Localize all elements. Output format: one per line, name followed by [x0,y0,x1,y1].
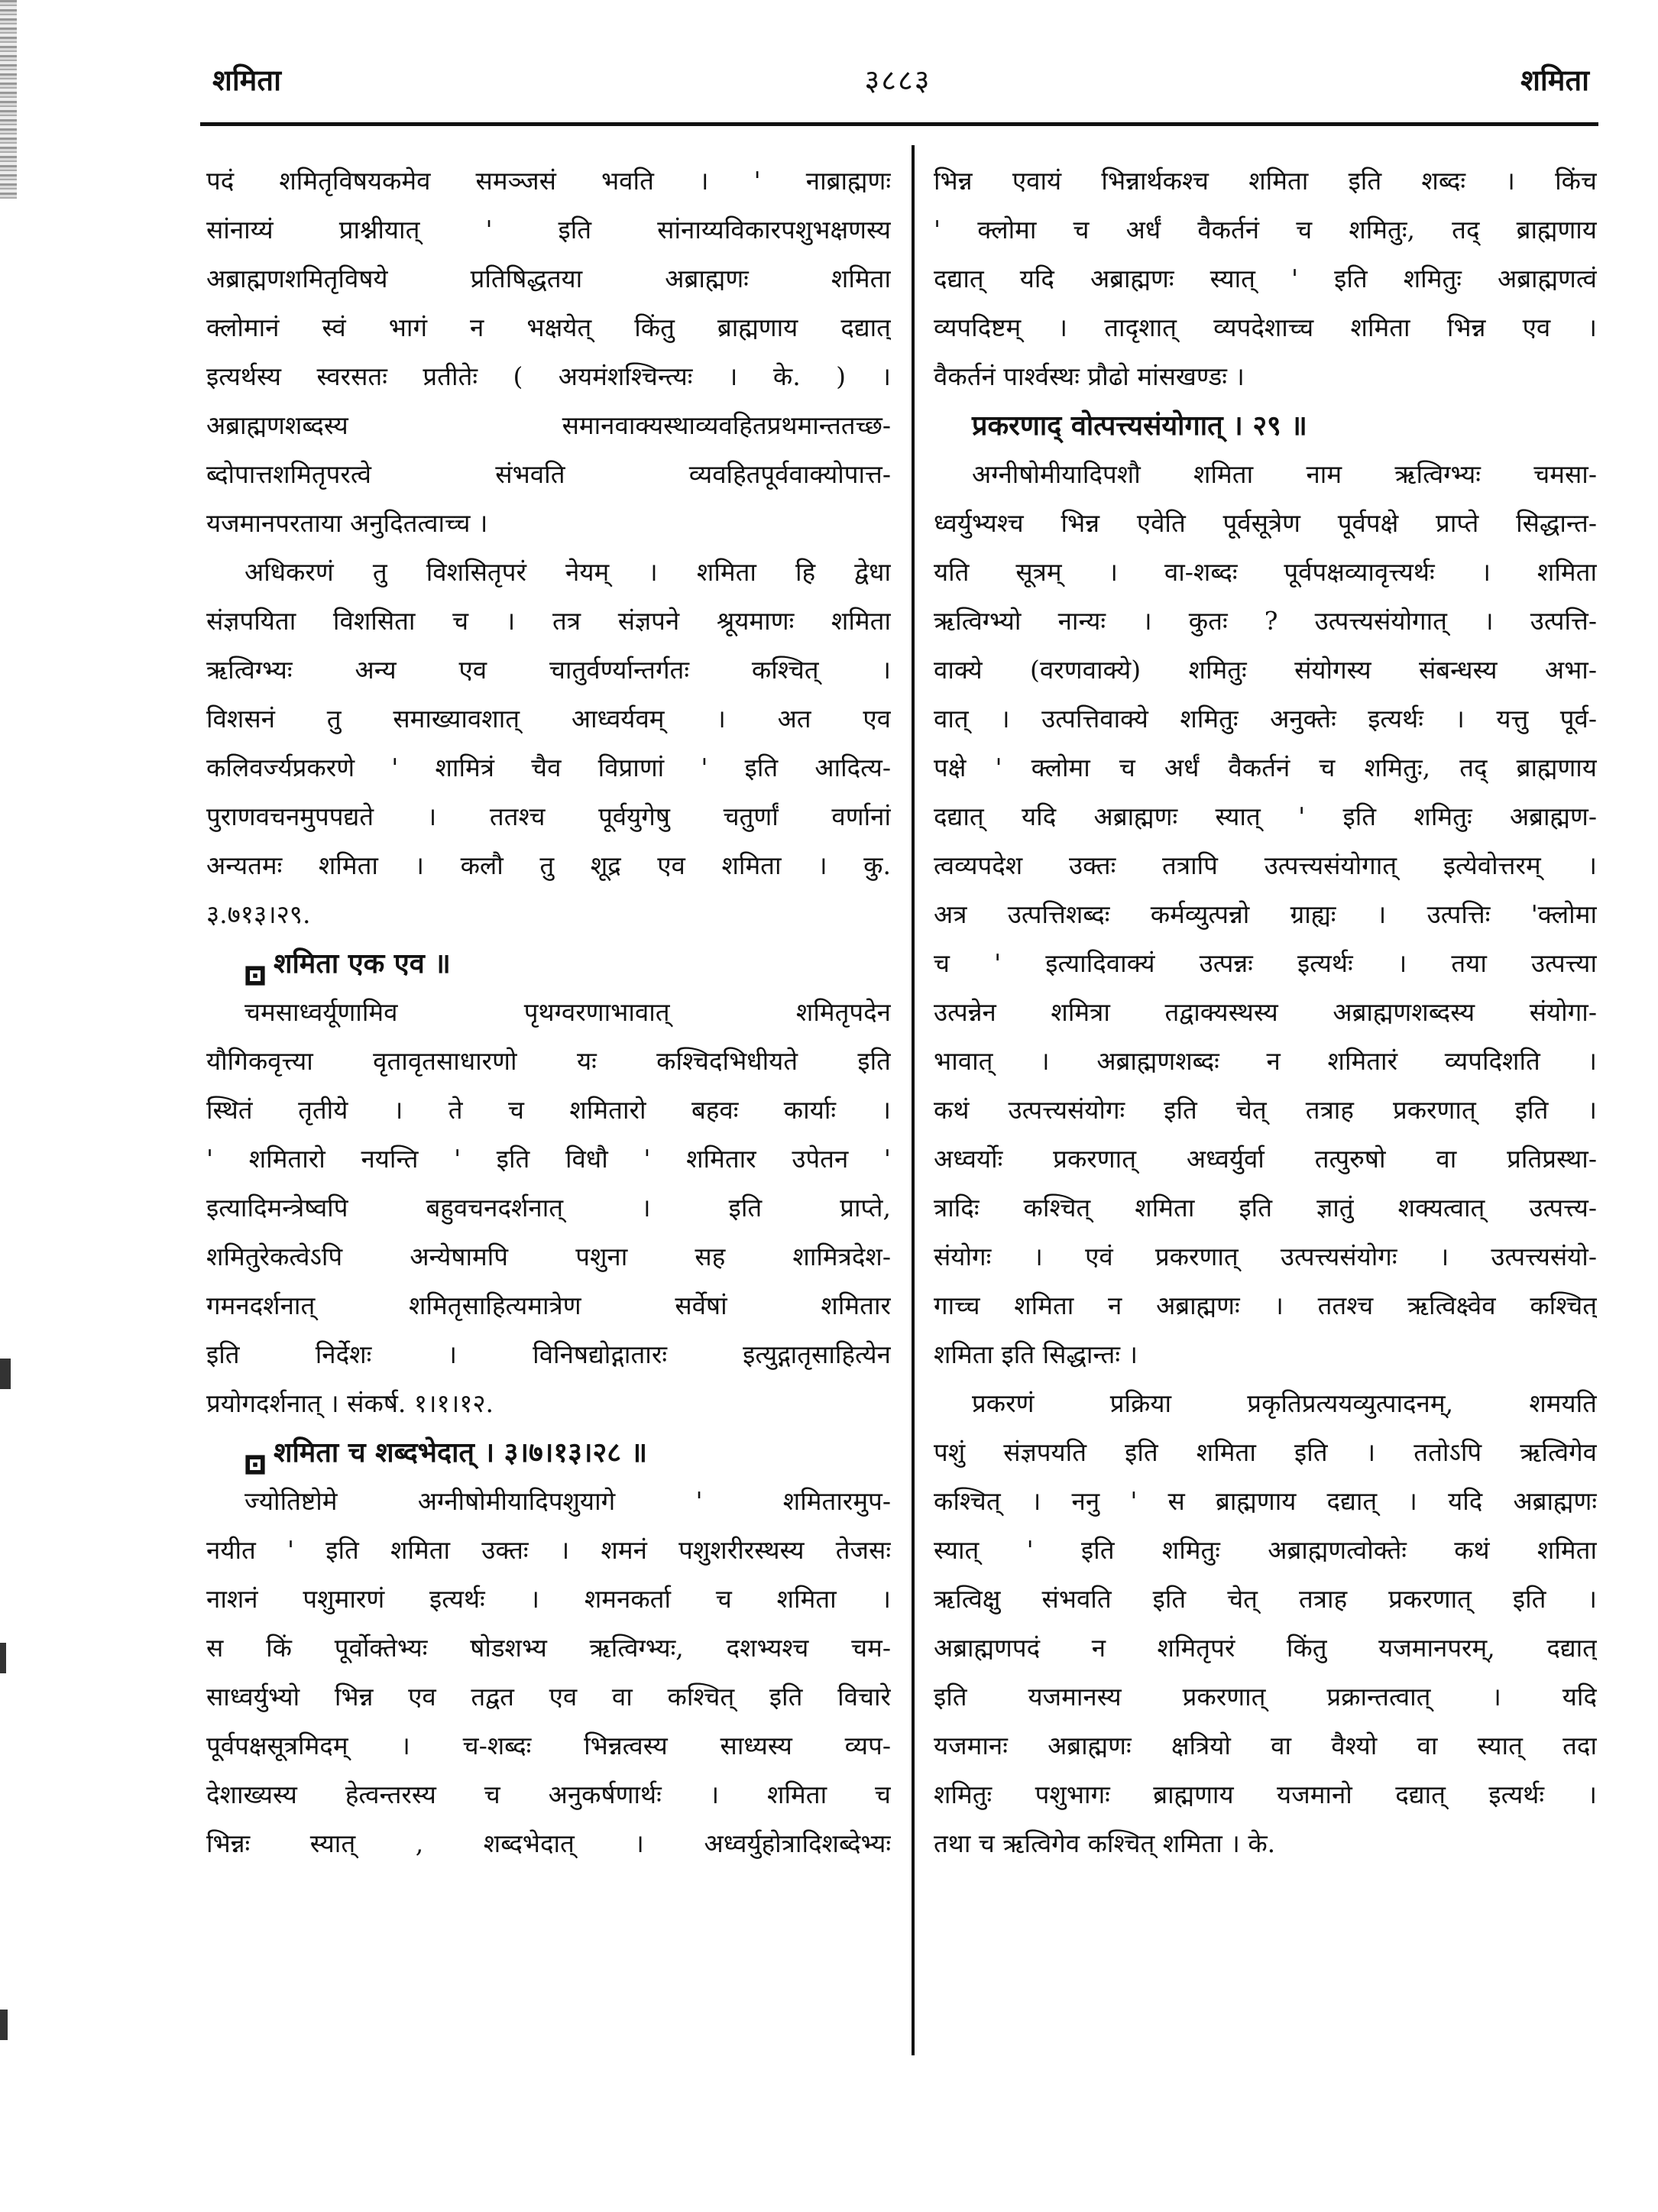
line-text: वात् । उत्पत्तिवाक्ये शमितुः अनुक्तेः इत्यर्थः । यत्तु पूर्व- [934,704,1597,734]
line-text: यजमानः अब्राह्मणः क्षत्रियो वा वैश्यो वा स्यात् तदा [934,1731,1597,1760]
text-line [206,1037,891,1086]
text-line [206,1477,891,1526]
line-text: यौगिकवृत्त्या वृतावृतसाधारणो यः कश्चिदभिधीयते इति [206,1046,891,1076]
section-heading [206,939,891,988]
line-text: ३.७१३।२९. [206,899,311,929]
line-text: शमिता इति सिद्धान्तः । [934,1339,1138,1369]
line-text: पक्षे ' क्लोमा च अर्धं वैकर्तनं च शमितुः, तद् ब्राह्मणाय [934,753,1597,782]
line-text: ऋत्विग्भ्यः अन्य एव चातुर्वर्ण्यान्तर्गतः कश्चित् । [206,655,891,685]
text-line [206,1673,891,1721]
text-line [934,1379,1597,1428]
text-line [934,1819,1597,1868]
section-marker-icon [244,953,266,974]
text-line [206,1624,891,1673]
line-text: शमितुरेकत्वेऽपि अन्येषामपि पशुना सह शामित्रदेश- [206,1242,891,1271]
text-line [206,450,891,499]
line-text: शमितुः पशुभागः ब्राह्मणाय यजमानो दद्यात् इत्यर्थः । [934,1780,1597,1809]
line-text: अब्राह्मणशमितृविषये प्रतिषिद्धतया अब्राह्मणः शमिता [206,264,891,293]
line-text: साध्वर्युभ्यो भिन्न एव तद्वत एव वा कश्चित् इति विचारे [206,1682,891,1712]
text-line [934,254,1597,303]
line-text: अधिकरणं तु विशसितृपरं नेयम् । शमिता हि द्वेधा [244,557,891,587]
text-line [934,792,1597,841]
text-line [206,1281,891,1330]
line-text: कश्चित् । ननु ' स ब्राह्मणाय दद्यात् । यदि अब्राह्मणः [934,1486,1597,1516]
text-line [206,1379,891,1428]
text-line [934,988,1597,1037]
line-text: भावात् । अब्राह्मणशब्दः न शमितारं व्यपदिशति । [934,1046,1597,1076]
text-line [934,499,1597,548]
line-text: यति सूत्रम् । वा-शब्दः पूर्वपक्षव्यावृत्त्यर्थः । शमिता [934,557,1597,587]
line-text: प्रयोगदर्शनात् । संकर्ष. १।१।१२. [206,1388,494,1418]
text-line [206,1526,891,1575]
line-text: प्रकरणं प्रक्रिया प्रकृतिप्रत्ययव्युत्पादनम्, शमयति [972,1388,1597,1418]
text-line [934,841,1597,890]
line-text: भिन्नः स्यात् , शब्दभेदात् । अध्वर्युहोत्रादिशब्देभ्यः [206,1828,891,1858]
text-line [934,1575,1597,1624]
text-line [206,890,891,939]
line-text: ' क्लोमा च अर्धं वैकर्तनं च शमितुः, तद् ब्राह्मणाय [934,215,1597,245]
line-text: वाक्ये (वरणवाक्ये) शमितुः संयोगस्य संबन्धस्य अभा- [934,655,1597,685]
text-line [934,597,1597,646]
line-text: ब्दोपात्तशमितृपरत्वे संभवति व्यवहितपूर्ववाक्योपात्त- [206,459,891,489]
line-text: ऋत्विग्भ्यो नान्यः । कुतः ? उत्पत्त्यसंयोगात् । उत्पत्ति- [934,606,1597,636]
line-text: इति यजमानस्य प्रकरणात् प्रक्रान्तत्वात् । यदि [934,1682,1597,1712]
line-text: च ' इत्यादिवाक्यं उत्पन्नः इत्यर्थः । तया उत्पत्त्या [934,948,1597,978]
header-rule [200,122,1598,126]
text-line [206,597,891,646]
line-text: गाच्च शमिता न अब्राह्मणः । ततश्च ऋत्विक्ष्वेव कश्चित् [934,1291,1597,1320]
page-header [206,53,1589,115]
header-right-word: शमिता [1520,63,1589,97]
line-text: इत्यादिमन्त्रेष्वपि बहुवचनदर्शनात् । इति प्राप्ते, [206,1193,891,1223]
page-number: ३८८३ [864,63,931,97]
line-text: पूर्वपक्षसूत्रमिदम् । च-शब्दः भिन्नत्वस्य साध्यस्य व्यप- [206,1731,891,1760]
line-text: व्यपदिष्टम् । तादृशात् व्यपदेशाच्च शमिता भिन्न एव । [934,313,1597,342]
text-line [206,1086,891,1135]
text-line [934,1281,1597,1330]
text-line [206,743,891,792]
line-text: संयोगः । एवं प्रकरणात् उत्पत्त्यसंयोगः । उत्पत्त्यसंयो- [934,1242,1597,1271]
text-line [206,646,891,695]
text-line [934,450,1597,499]
left-column [206,157,891,1868]
line-text: नाशनं पशुमारणं इत्यर्थः । शमनकर्ता च शमिता । [206,1584,891,1614]
text-line [934,1624,1597,1673]
right-column [934,157,1597,1868]
text-line [934,1037,1597,1086]
line-text: अब्राह्मणपदं न शमितृपरं किंतु यजमानपरम्, दद्यात् [934,1633,1597,1663]
text-line [934,1721,1597,1770]
text-line [206,206,891,254]
text-line [206,254,891,303]
text-line [934,695,1597,743]
line-text: सांनाय्यं प्राश्नीयात् ' इति सांनाय्यविकारपशुभक्षणस्य [206,215,891,245]
text-line [934,1086,1597,1135]
text-line [206,695,891,743]
line-text: संज्ञपयिता विशसिता च । तत्र संज्ञपने श्रूयमाणः शमिता [206,606,891,636]
text-line [934,743,1597,792]
text-line [934,1428,1597,1477]
line-text: दद्यात् यदि अब्राह्मणः स्यात् ' इति शमितुः अब्राह्मण- [934,802,1597,831]
section-heading [934,401,1597,450]
text-line [206,401,891,450]
text-line [934,1184,1597,1232]
line-text: इति निर्देशः । विनिषद्योद्गातारः इत्युद्गातृसाहित्येन [206,1339,891,1369]
column-divider [912,145,915,2055]
text-line [934,646,1597,695]
line-text: पदं शमितृविषयकमेव समञ्जसं भवति । ' नाब्राह्मणः [206,166,891,196]
scan-margin-mark [0,1359,11,1389]
line-text: दद्यात् यदि अब्राह्मणः स्यात् ' इति शमितुः अब्राह्मणत्वं [934,264,1597,293]
line-text: कलिवर्ज्यप्रकरणे ' शामित्रं चैव विप्राणां ' इति आदित्य- [206,753,891,782]
line-text: अत्र उत्पत्तिशब्दः कर्मव्युत्पन्नो ग्राह्यः । उत्पत्तिः 'क्लोमा [934,899,1597,929]
text-line [206,1770,891,1819]
scan-margin-mark [0,2010,8,2040]
section-heading [206,1428,891,1477]
line-text: अग्नीषोमीयादिपशौ शमिता नाम ऋत्विग्भ्यः चमसा- [972,459,1597,489]
line-text: नयीत ' इति शमिता उक्तः । शमनं पशुशरीरस्थस्य तेजसः [206,1535,891,1565]
scan-margin-mark [0,1643,6,1673]
text-line [206,792,891,841]
line-text: उत्पन्नेन शमित्रा तद्वाक्यस्थस्य अब्राह्मणशब्दस्य संयोगा- [934,997,1597,1027]
text-line [934,1770,1597,1819]
line-text: देशाख्यस्य हेत्वन्तरस्य च अनुकर्षणार्थः । शमिता च [206,1780,891,1809]
text-line [934,1330,1597,1379]
line-text: ध्वर्युभ्यश्च भिन्न एवेति पूर्वसूत्रेण पूर्वपक्षे प्राप्ते सिद्धान्त- [934,508,1597,538]
line-text: तथा च ऋत्विगेव कश्चित् शमिता । के. [934,1828,1276,1858]
line-text: स किं पूर्वोक्तेभ्यः षोडशभ्य ऋत्विग्भ्यः, दशभ्यश्च चम- [206,1633,891,1663]
line-text: ऋत्विक्षु संभवति इति चेत् तत्राह प्रकरणात् इति । [934,1584,1597,1614]
text-line [206,303,891,352]
text-line [206,1721,891,1770]
text-line [206,1135,891,1184]
text-line [206,841,891,890]
text-line [934,157,1597,206]
text-line [934,206,1597,254]
line-text: यजमानपरताया अनुदितत्वाच्च । [206,508,488,538]
text-line [934,1673,1597,1721]
line-text: पशुं संज्ञपयति इति शमिता इति । ततोऽपि ऋत्विगेव [934,1437,1597,1467]
line-text: प्रकरणाद् वोत्पत्त्यसंयोगात् । २९ ॥ [972,410,1307,442]
line-text: पुराणवचनमुपपद्यते । ततश्च पूर्वयुगेषु चतुर्णां वर्णानां [206,802,891,831]
text-line [934,548,1597,597]
line-text: त्वव्यपदेश उक्तः तत्रापि उत्पत्त्यसंयोगात् इत्येवोत्तरम् । [934,850,1597,880]
line-text: वैकर्तनं पार्श्वस्थः प्रौढो मांसखण्डः । [934,361,1245,391]
line-text: स्थितं तृतीये । ते च शमितारो बहवः कार्याः । [206,1095,891,1125]
line-text: ' शमितारो नयन्ति ' इति विधौ ' शमितार उपेतन ' [206,1144,891,1174]
scan-edge-artifact [0,0,17,199]
line-text: शमिता च शब्दभेदात् । ३।७।१३।२८ ॥ [274,1436,648,1469]
text-line [206,1819,891,1868]
text-line [206,1184,891,1232]
line-text: कथं उत्पत्त्यसंयोगः इति चेत् तत्राह प्रकरणात् इति । [934,1095,1597,1125]
text-line [206,548,891,597]
text-line [206,352,891,401]
line-text: इत्यर्थस्य स्वरसतः प्रतीतेः ( अयमंशश्चिन्त्यः । के. ) । [206,361,891,391]
text-line [206,1575,891,1624]
line-text: अब्राह्मणशब्दस्य समानवाक्यस्थाव्यवहितप्रथमान्ततच्छ- [206,410,891,440]
line-text: ज्योतिष्टोमे अग्नीषोमीयादिपशुयागे ' शमितारमुप- [244,1486,891,1516]
text-line [206,988,891,1037]
text-line [934,1477,1597,1526]
text-line [206,499,891,548]
line-text: क्लोमानं स्वं भागं न भक्षयेत् किंतु ब्राह्मणाय दद्यात् [206,313,891,342]
text-line [934,1232,1597,1281]
line-text: स्यात् ' इति शमितुः अब्राह्मणत्वोक्तेः कथं शमिता [934,1535,1597,1565]
text-line [206,1330,891,1379]
text-line [934,303,1597,352]
text-line [934,939,1597,988]
header-left-word: शमिता [212,63,281,97]
line-text: शमिता एक एव ॥ [274,947,451,980]
text-line [934,1526,1597,1575]
line-text: अन्यतमः शमिता । कलौ तु शूद्र एव शमिता । कु. [206,850,891,880]
text-line [934,890,1597,939]
text-line [934,1135,1597,1184]
line-text: त्रादिः कश्चित् शमिता इति ज्ञातुं शक्यत्वात् उत्पत्त्य- [934,1193,1597,1223]
line-text: गमनदर्शनात् शमितृसाहित्यमात्रेण सर्वेषां शमितार [206,1291,891,1320]
section-marker-icon [244,1442,266,1463]
line-text: चमसाध्वर्यूणामिव पृथग्वरणाभावात् शमितृपदेन [244,997,891,1027]
line-text: भिन्न एवायं भिन्नार्थकश्च शमिता इति शब्दः । किंच [934,166,1597,196]
line-text: अध्वर्योः प्रकरणात् अध्वर्युर्वा तत्पुरुषो वा प्रतिप्रस्था- [934,1144,1597,1174]
text-line [206,157,891,206]
text-line [206,1232,891,1281]
line-text: विशसनं तु समाख्यावशात् आध्वर्यवम् । अत एव [206,704,891,734]
text-line [934,352,1597,401]
